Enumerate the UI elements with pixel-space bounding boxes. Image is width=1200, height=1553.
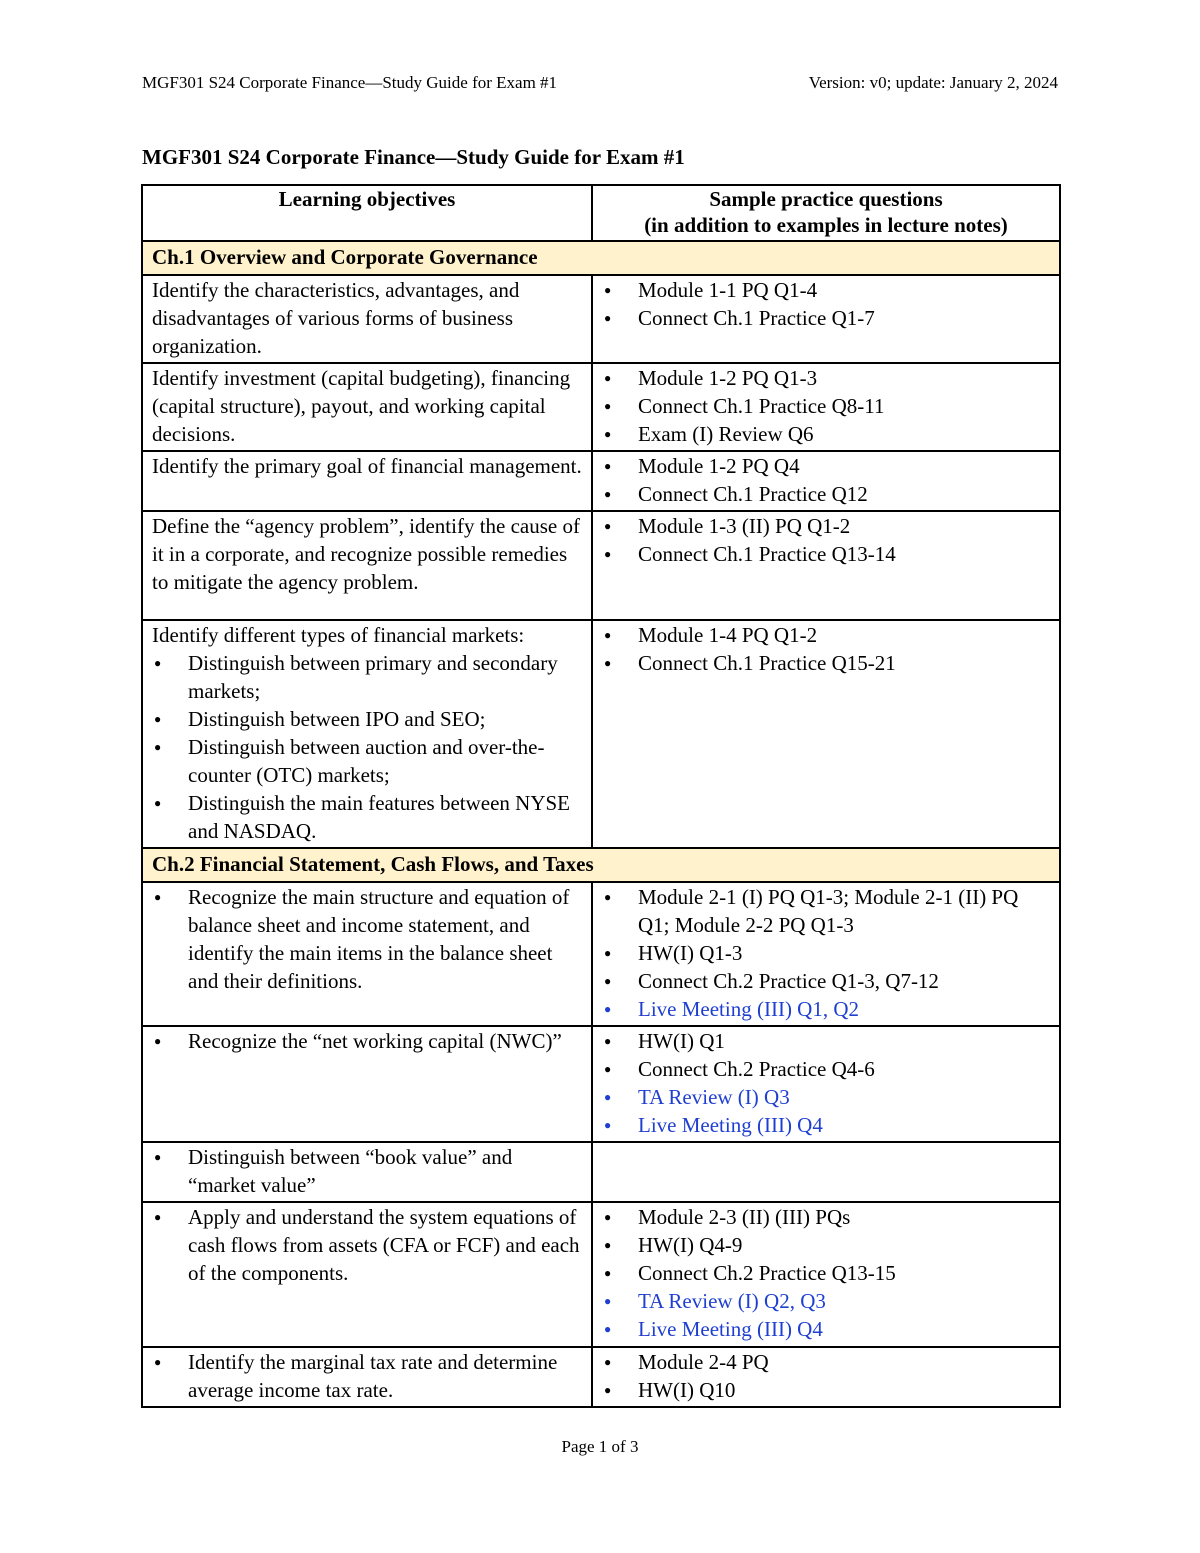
questions-cell bbox=[592, 275, 1060, 363]
section-title: Ch.2 Financial Statement, Cash Flows, and Taxes bbox=[142, 848, 1060, 882]
col-header-objectives bbox=[142, 185, 592, 241]
question-item: ● Connect Ch.2 Practice Q13-15 bbox=[602, 1259, 1050, 1287]
objective-cell: Define the “agency problem”, identify the cause of it in a corporate, and recognize possible remedies to mitigate the agency problem. bbox=[142, 511, 592, 620]
question-item: ● Connect Ch.1 Practice Q8-11 bbox=[602, 392, 1050, 420]
objective-cell: Identify the primary goal of financial management. bbox=[142, 451, 592, 511]
objective-intro: Identify different types of financial markets: bbox=[152, 623, 525, 647]
study-guide-table bbox=[141, 184, 1061, 1408]
question-item: ● Connect Ch.2 Practice Q1-3, Q7-12 bbox=[602, 967, 1050, 995]
objective-bullet: ● Recognize the main structure and equation of balance sheet and income statement, and identify the main items in the balance sheet and their definitions. bbox=[152, 883, 582, 995]
objective-bullet: ● Recognize the “net working capital (NWC)” bbox=[152, 1027, 582, 1055]
objective-bullet: ● Distinguish the main features between NYSE and NASDAQ. bbox=[152, 789, 582, 845]
running-header bbox=[142, 72, 1058, 94]
objective-bullet: ● Distinguish between primary and secondary markets; bbox=[152, 649, 582, 705]
objective-bullet: ● Distinguish between “book value” and “market value” bbox=[152, 1143, 582, 1199]
question-item: ● Module 2-4 PQ bbox=[602, 1348, 1050, 1376]
question-item: ● Module 1-2 PQ Q4 bbox=[602, 452, 1050, 480]
table-row bbox=[142, 1026, 1060, 1142]
question-item: ● Connect Ch.1 Practice Q12 bbox=[602, 480, 1050, 508]
col-header-questions-line2: (in addition to examples in lecture notes) bbox=[644, 213, 1008, 237]
question-item-link[interactable]: ● Live Meeting (III) Q1, Q2 bbox=[602, 995, 1050, 1023]
question-item: ● Exam (I) Review Q6 bbox=[602, 420, 1050, 448]
table-row bbox=[142, 451, 1060, 511]
question-item-link[interactable]: ● TA Review (I) Q2, Q3 bbox=[602, 1287, 1050, 1315]
table-row bbox=[142, 882, 1060, 1026]
objective-cell: Identify investment (capital budgeting), financing (capital structure), payout, and working capital decisions. bbox=[142, 363, 592, 451]
questions-cell bbox=[592, 1142, 1060, 1202]
table-row bbox=[142, 275, 1060, 363]
objective-cell bbox=[142, 882, 592, 1026]
questions-cell bbox=[592, 882, 1060, 1026]
question-item-link[interactable]: ● TA Review (I) Q3 bbox=[602, 1083, 1050, 1111]
question-item: ● Module 1-4 PQ Q1-2 bbox=[602, 621, 1050, 649]
table-row bbox=[142, 1347, 1060, 1407]
question-item: ● HW(I) Q4-9 bbox=[602, 1231, 1050, 1259]
col-header-objectives-label: Learning objectives bbox=[278, 187, 456, 211]
questions-cell bbox=[592, 363, 1060, 451]
table-row bbox=[142, 620, 1060, 848]
section-row bbox=[142, 241, 1060, 275]
objective-cell bbox=[142, 1202, 592, 1347]
objective-bullet: ● Apply and understand the system equations of cash flows from assets (CFA or FCF) and each of the components. bbox=[152, 1203, 582, 1287]
question-item: ● Module 1-3 (II) PQ Q1-2 bbox=[602, 512, 1050, 540]
objective-cell bbox=[142, 1347, 592, 1407]
question-item: ● Connect Ch.1 Practice Q15-21 bbox=[602, 649, 1050, 677]
question-item: ● Module 1-1 PQ Q1-4 bbox=[602, 276, 1050, 304]
question-item: ● Connect Ch.1 Practice Q13-14 bbox=[602, 540, 1050, 568]
table-row bbox=[142, 1142, 1060, 1202]
questions-cell bbox=[592, 1347, 1060, 1407]
questions-cell bbox=[592, 511, 1060, 620]
table-row bbox=[142, 1202, 1060, 1347]
objective-bullet: ● Distinguish between auction and over-the-counter (OTC) markets; bbox=[152, 733, 582, 789]
running-header-left: MGF301 S24 Corporate Finance—Study Guide for Exam #1 bbox=[142, 73, 558, 92]
questions-cell bbox=[592, 1026, 1060, 1142]
question-item: ● Module 1-2 PQ Q1-3 bbox=[602, 364, 1050, 392]
objective-cell bbox=[142, 620, 592, 848]
question-item: ● HW(I) Q1-3 bbox=[602, 939, 1050, 967]
question-item: ● Module 2-3 (II) (III) PQs bbox=[602, 1203, 1050, 1231]
objective-bullet: ● Identify the marginal tax rate and determine average income tax rate. bbox=[152, 1348, 582, 1404]
objective-bullet: ● Distinguish between IPO and SEO; bbox=[152, 705, 582, 733]
question-item-link[interactable]: ● Live Meeting (III) Q4 bbox=[602, 1111, 1050, 1139]
question-item: ● Connect Ch.1 Practice Q1-7 bbox=[602, 304, 1050, 332]
questions-cell bbox=[592, 620, 1060, 848]
table-row bbox=[142, 363, 1060, 451]
col-header-questions bbox=[592, 185, 1060, 241]
question-item: ● Connect Ch.2 Practice Q4-6 bbox=[602, 1055, 1050, 1083]
col-header-questions-line1: Sample practice questions bbox=[709, 187, 943, 211]
question-item: ● HW(I) Q10 bbox=[602, 1376, 1050, 1404]
questions-cell bbox=[592, 451, 1060, 511]
objective-cell bbox=[142, 1142, 592, 1202]
question-item: ● HW(I) Q1 bbox=[602, 1027, 1050, 1055]
section-title: Ch.1 Overview and Corporate Governance bbox=[142, 241, 1060, 275]
table-row bbox=[142, 511, 1060, 620]
question-item: ● Module 2-1 (I) PQ Q1-3; Module 2-1 (II) PQ Q1; Module 2-2 PQ Q1-3 bbox=[602, 883, 1050, 939]
questions-cell bbox=[592, 1202, 1060, 1347]
question-item-link[interactable]: ● Live Meeting (III) Q4 bbox=[602, 1315, 1050, 1343]
page-title: MGF301 S24 Corporate Finance—Study Guide for Exam #1 bbox=[142, 145, 685, 169]
page-number: Page 1 of 3 bbox=[561, 1437, 639, 1456]
table-header-row bbox=[142, 185, 1060, 241]
objective-cell: Identify the characteristics, advantages, and disadvantages of various forms of business organization. bbox=[142, 275, 592, 363]
objective-cell bbox=[142, 1026, 592, 1142]
running-header-right: Version: v0; update: January 2, 2024 bbox=[808, 73, 1058, 92]
section-row bbox=[142, 848, 1060, 882]
